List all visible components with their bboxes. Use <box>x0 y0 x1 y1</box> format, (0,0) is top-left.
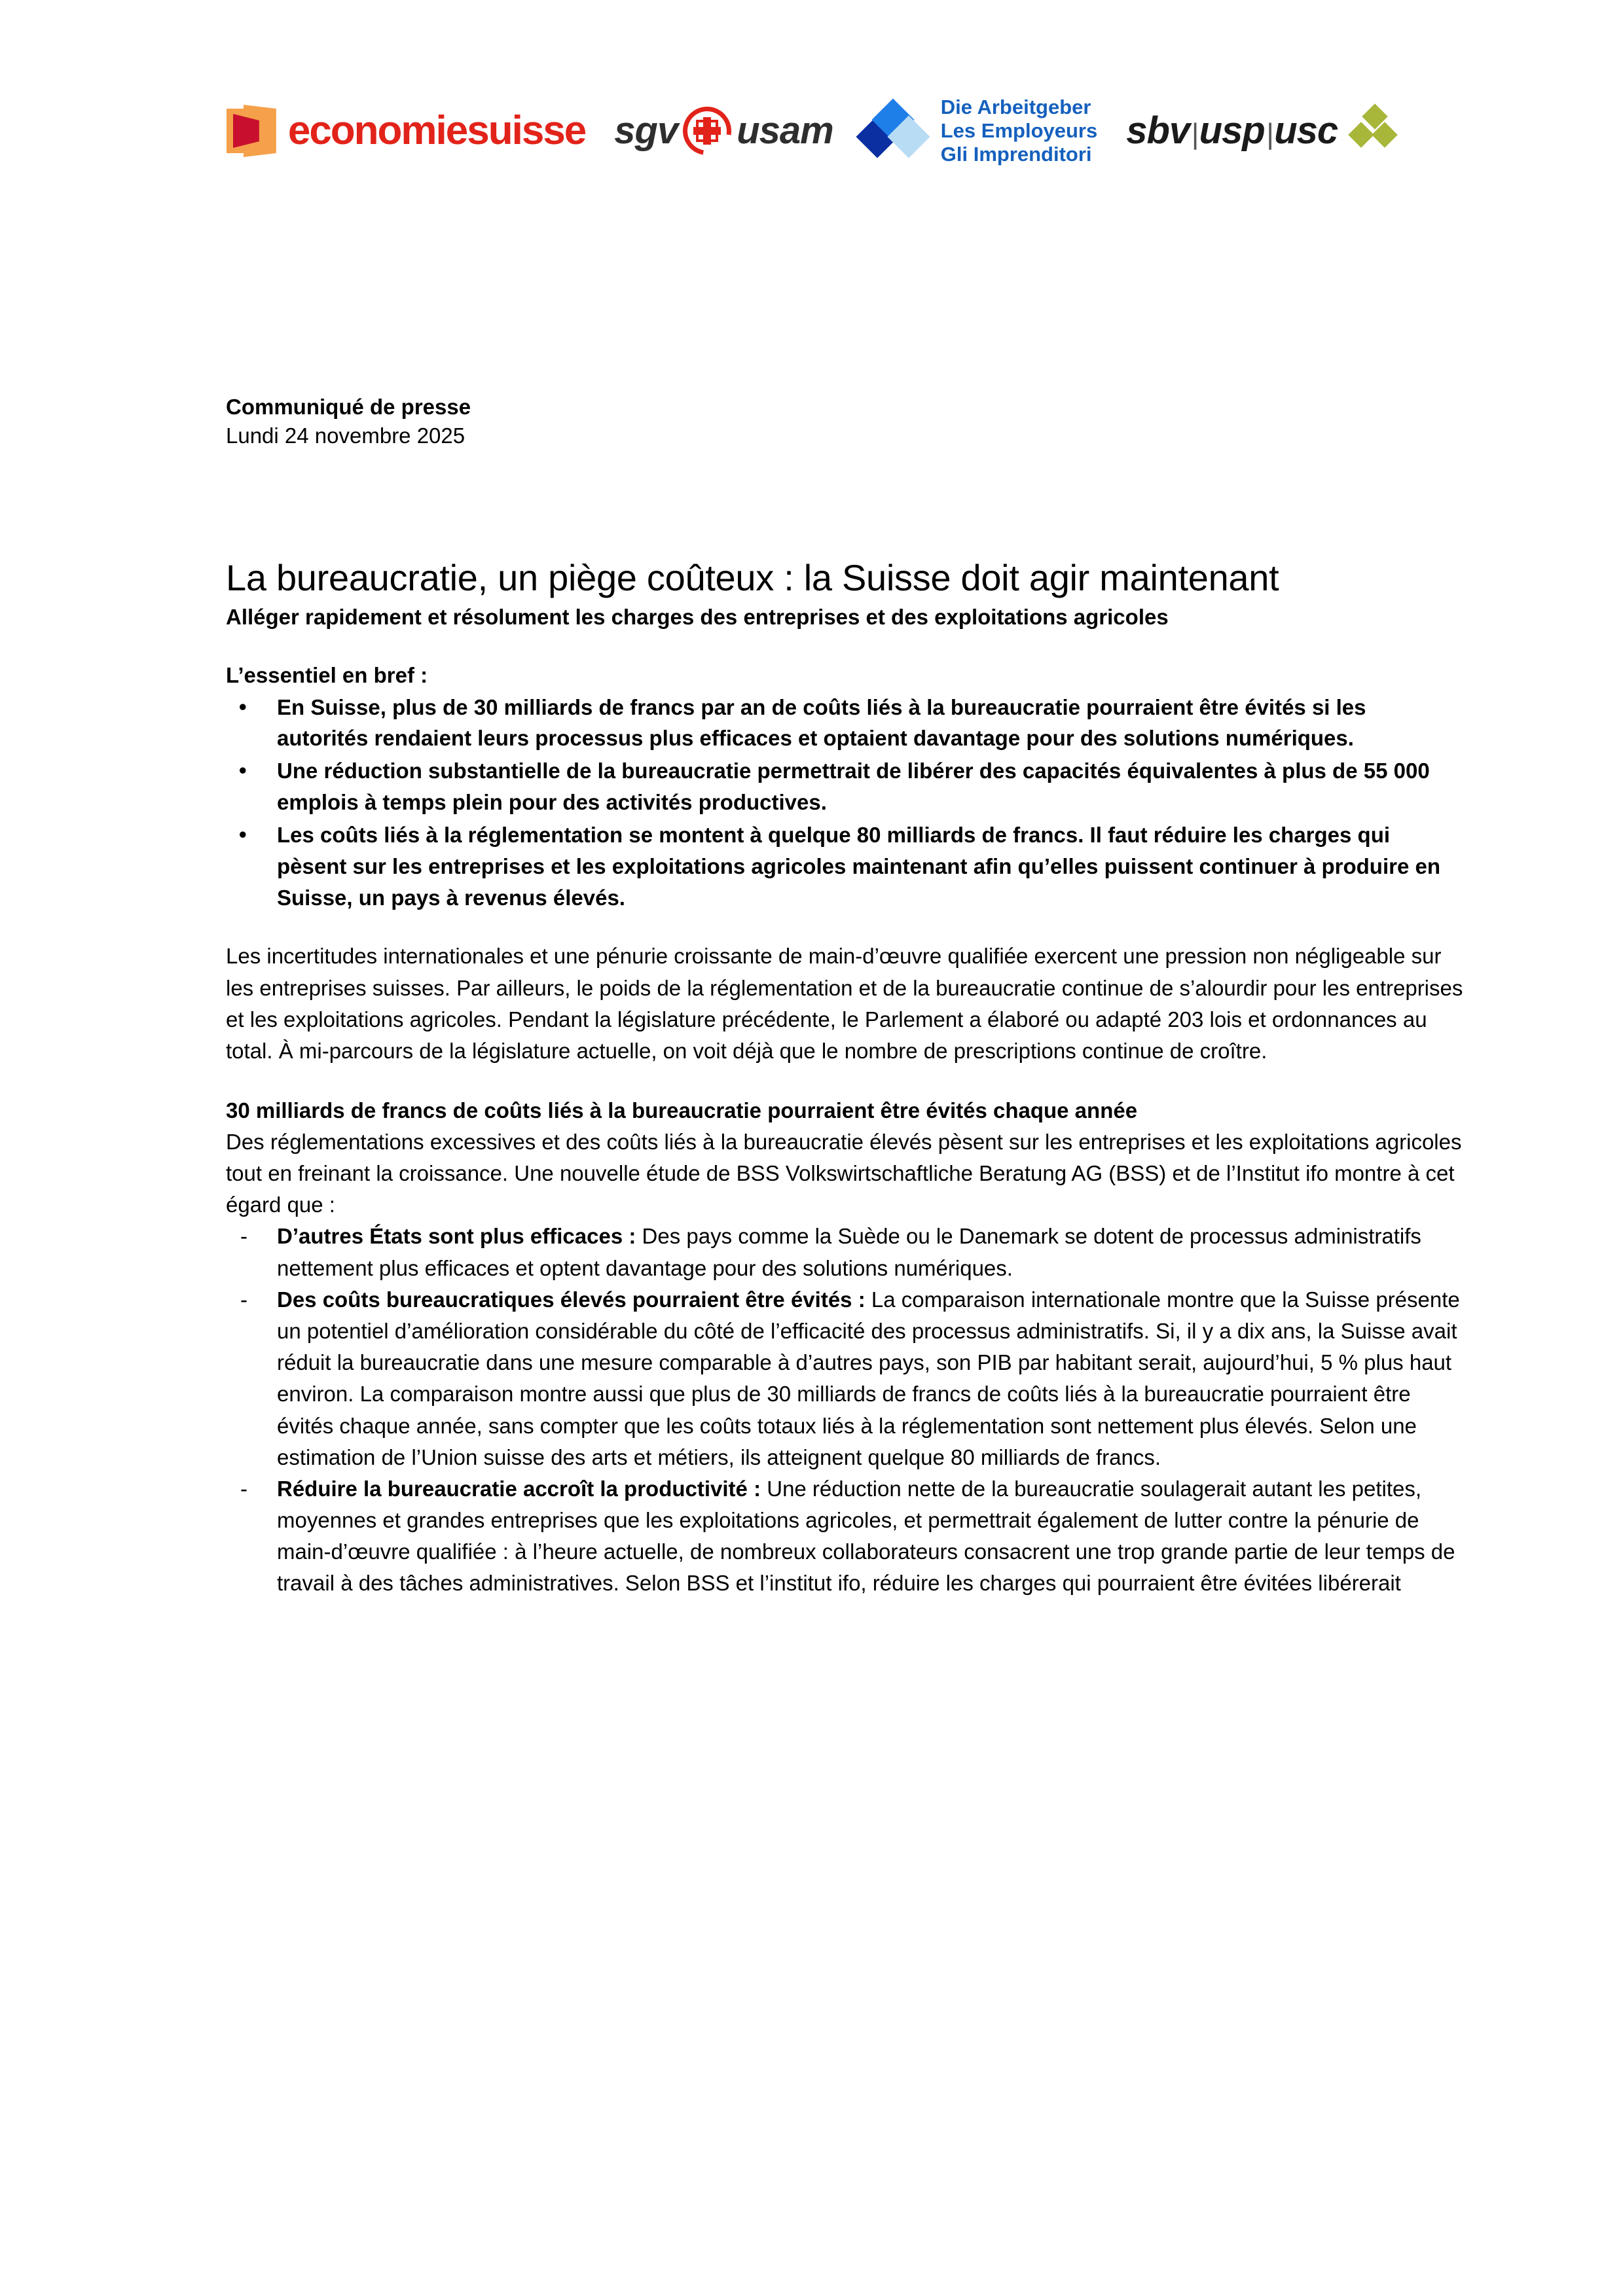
list-item: • Les coûts liés à la réglementation se montent à quelque 80 milliards de francs. Il faut réduire les charges qui pèsent sur les entreprises et les exploitations agricoles maintenant afin qu’elles puissent continuer à produire en Suisse, un pays à revenus élevés. <box>226 819 1463 914</box>
list-item-text: La comparaison internationale montre que la Suisse présente un potentiel d’amélioration considérable du côté de l’efficacité des processus administratifs. Si, il y a dix ans, la Suisse avait réduit la bureaucratie dans une mesure comparable à d’autres pays, son PIB par habitant serait, aujourd’hui, 5 % plus haut environ. La comparaison montre aussi que plus de 30 milliards de francs de coûts liés à la bureaucratie pourraient être évités chaque année, sans compter que les coûts totaux liés à la réglementation sont nettement plus élevés. Selon une estimation de l’Union suisse des arts et métiers, ils atteignent quelque 80 milliards de francs. <box>277 1287 1460 1469</box>
list-item <box>226 1473 1463 1600</box>
usam-wordmark: usam <box>737 109 833 152</box>
sbv-wordmark <box>1126 109 1338 152</box>
economiesuisse-mark-icon <box>227 105 276 157</box>
arbeitgeber-line-it: Gli Imprenditori <box>940 142 1092 166</box>
logo-die-arbeitgeber <box>862 95 1097 167</box>
list-item <box>226 1284 1463 1473</box>
section-paragraph: Des réglementations excessives et des coûts liés à la bureaucratie élevés pèsent sur les entreprises et les exploitations agricoles tout en freinant la croissance. Une nouvelle étude de BSS Volkswirtschaftliche Beratung AG (BSS) et de l’Institut ifo montre à cet égard que : <box>226 1129 1462 1217</box>
list-item-lead: Réduire la bureaucratie accroît la productivité : <box>277 1476 761 1501</box>
key-points-list <box>226 692 1463 914</box>
document-body <box>226 393 1463 1600</box>
key-points-label: L’essentiel en bref : <box>226 662 428 687</box>
intro-paragraph: Les incertitudes internationales et une pénurie croissante de main-d’œuvre qualifiée exercent une pression non négligeable sur les entreprises suisses. Par ailleurs, le poids de la réglementation et de la bureaucratie continue de s’alourdir pour les entreprises et les exploitations agricoles. Pendant la législature précédente, le Parlement a élaboré ou adapté 203 lois et ordonnances au total. À mi-parcours de la législature actuelle, on voit déjà que le nombre de prescriptions continue de croître. <box>226 944 1463 1063</box>
logo-sgv-usam <box>614 95 833 167</box>
list-item-text: Une réduction nette de la bureaucratie soulagerait autant les petites, moyennes et grandes entreprises que les exploitations agricoles, et permettrait également de lutter contre la pénurie de main-d’œuvre qualifiée : à l’heure actuelle, de nombreux collaborateurs consacrent une trop grande partie de leur temps de travail à des tâches administratives. Selon BSS et l’institut ifo, réduire les charges qui pourraient être évitées libérerait <box>277 1476 1455 1596</box>
list-item-text: Des pays comme la Suède ou le Danemark se dotent de processus administratifs nettement plus efficaces et optent davantage pour des solutions numériques. <box>277 1224 1421 1280</box>
list-item: • En Suisse, plus de 30 milliards de francs par an de coûts liés à la bureaucratie pourraient être évités si les autorités rendaient leurs processus plus efficaces et optaient davantage pour des solutions numériques. <box>226 692 1463 755</box>
logo-economiesuisse <box>227 95 585 167</box>
sbv-separator-2: | <box>1266 118 1273 150</box>
document-type-label: Communiqué de presse <box>226 395 471 419</box>
arbeitgeber-line-de: Die Arbeitgeber <box>940 96 1091 119</box>
sbv-diamonds-icon <box>1347 106 1396 156</box>
sbv-word-it: usc <box>1274 109 1338 152</box>
logo-sbv-usp-usc <box>1126 95 1396 167</box>
arbeitgeber-wordmark <box>941 96 1097 166</box>
logo-bar <box>0 92 1623 170</box>
economiesuisse-wordmark: economiesuisse <box>287 108 586 153</box>
document-meta <box>226 393 1463 450</box>
sgv-wordmark: sgv <box>614 109 678 152</box>
list-item <box>226 1221 1463 1283</box>
list-item: • Une réduction substantielle de la bureaucratie permettrait de libérer des capacités équivalentes à plus de 55 000 emplois à temps plein pour des activités productives. <box>226 755 1463 818</box>
arbeitgeber-diamonds-icon <box>862 102 930 160</box>
section-heading: 30 milliards de francs de coûts liés à la bureaucratie pourraient être évités chaque année <box>226 1098 1138 1123</box>
sbv-word-fr: usp <box>1199 109 1265 152</box>
sbv-separator-1: | <box>1191 118 1198 150</box>
list-item-lead: D’autres États sont plus efficaces : <box>277 1224 636 1249</box>
title-block <box>226 556 1463 632</box>
document-date: Lundi 24 novembre 2025 <box>226 423 465 448</box>
arbeitgeber-line-fr: Les Employeurs <box>940 119 1098 143</box>
section-items-list <box>226 1221 1463 1599</box>
page-subtitle: Alléger rapidement et résolument les charges des entreprises et des exploitations agricoles <box>226 605 1169 630</box>
page-title: La bureaucratie, un piège coûteux : la Suisse doit agir maintenant <box>226 557 1279 599</box>
list-item-lead: Des coûts bureaucratiques élevés pourraient être évités : <box>277 1287 866 1312</box>
swiss-cross-circle-icon <box>683 107 731 155</box>
sbv-word-de: sbv <box>1126 109 1190 152</box>
